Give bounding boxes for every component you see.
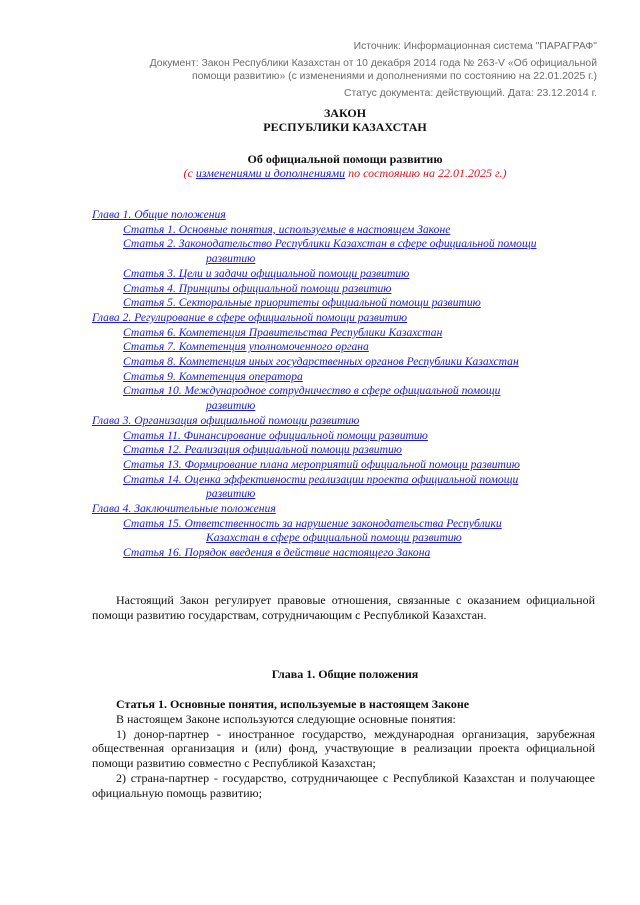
toc-article-11[interactable]: Статья 11. Финансирование официальной помощи развитию: [123, 428, 428, 442]
toc-article-7[interactable]: Статья 7. Компетенция уполномоченного органа: [123, 340, 369, 354]
toc-article-14-cont: развитию: [206, 487, 256, 501]
article-1-body: [92, 712, 595, 800]
toc-article-4[interactable]: Статья 4. Принципы официальной помощи развитию: [123, 281, 392, 295]
toc-article-16[interactable]: Статья 16. Порядок введения в действие настоящего Закона: [123, 546, 431, 560]
toc-chapter-3[interactable]: Глава 3. Организация официальной помощи развитию: [92, 413, 360, 427]
toc-article-12[interactable]: Статья 12. Реализация официальной помощи развитию: [123, 443, 402, 457]
toc-article-10-cont: развитию: [206, 399, 256, 413]
toc-article-2-cont: развитию: [206, 252, 256, 266]
toc-chapter-4[interactable]: Глава 4. Заключительные положения: [92, 502, 276, 516]
toc-article-8[interactable]: Статья 8. Компетенция иных государственных органов Республики Казахстан: [123, 355, 519, 369]
toc-article-3[interactable]: Статья 3. Цели и задачи официальной помощи развитию: [123, 266, 410, 280]
article-1-item-1: 1) донор-партнер - иностранное государство, международная организация, зарубежная общественная организация и (или) фонд, участвующие в реализации проекта официальной помощи развитию совместно с Республикой Казахстан;: [92, 726, 595, 771]
law-title-line2: РЕСПУБЛИКИ КАЗАХСТАН: [263, 120, 427, 134]
toc-article-9[interactable]: Статья 9. Компетенция оператора: [123, 369, 303, 383]
toc-article-14[interactable]: [92, 473, 597, 502]
law-title-line1: ЗАКОН: [323, 106, 367, 120]
toc-article-14-label: Статья 14. Оценка эффективности реализации проекта официальной помощи: [123, 472, 519, 486]
toc-article-5[interactable]: Статья 5. Секторальные приоритеты официальной помощи развитию: [123, 296, 481, 310]
amendment-note: [80, 166, 610, 180]
source-line: Источник: Информационная система "ПАРАГРАФ": [353, 41, 597, 52]
amend-prefix: (с: [183, 166, 196, 180]
toc-article-15-cont: Казахстан в сфере официальной помощи развитию: [206, 531, 462, 545]
amendments-link[interactable]: изменениями и дополнениями: [195, 166, 346, 180]
law-name: Об официальной помощи развитию: [247, 152, 443, 166]
toc-article-2[interactable]: [92, 237, 597, 266]
status-line: Статус документа: действующий. Дата: 23.12.2014 г.: [343, 88, 597, 99]
chapter-1-heading: Глава 1. Общие положения: [271, 667, 419, 681]
toc-article-15-label: Статья 15. Ответственность за нарушение законодательства Республики: [123, 516, 502, 530]
article-1-item-2: 2) страна-партнер - государство, сотрудничающее с Республикой Казахстан и получающее официальную помощь развитию;: [92, 770, 595, 800]
toc-article-6[interactable]: Статья 6. Компетенция Правительства Республики Казахстан: [123, 325, 443, 339]
toc-article-15[interactable]: [92, 517, 597, 546]
table-of-contents: [92, 208, 597, 561]
amend-suffix: по состоянию на 22.01.2025 г.): [345, 166, 507, 180]
toc-article-1[interactable]: Статья 1. Основные понятия, используемые в настоящем Законе: [123, 222, 451, 236]
toc-article-2-label: Статья 2. Законодательство Республики Казахстан в сфере официальной помощи: [123, 237, 537, 251]
toc-article-10-label: Статья 10. Международное сотрудничество в сфере официальной помощи: [123, 384, 501, 398]
preamble: Настоящий Закон регулирует правовые отношения, связанные с оказанием официальной помощи развитию государствам, сотрудничающим с Республикой Казахстан.: [92, 593, 595, 622]
article-1-intro: В настоящем Законе используются следующие основные понятия:: [116, 712, 456, 726]
toc-article-13[interactable]: Статья 13. Формирование плана мероприятий официальной помощи развитию: [123, 457, 520, 471]
toc-chapter-1[interactable]: Глава 1. Общие положения: [92, 208, 226, 221]
toc-chapter-2[interactable]: Глава 2. Регулирование в сфере официальной помощи развитию: [92, 310, 408, 324]
article-1-heading: Статья 1. Основные понятия, используемые в настоящем Законе: [116, 697, 470, 711]
document-line: Документ: Закон Республики Казахстан от 10 декабря 2014 года № 263-V «Об официальной помощи развитию» (с изменениями и дополнениями по состоянию на 22.01.2025 г.): [149, 58, 597, 82]
toc-article-10[interactable]: [92, 384, 597, 413]
